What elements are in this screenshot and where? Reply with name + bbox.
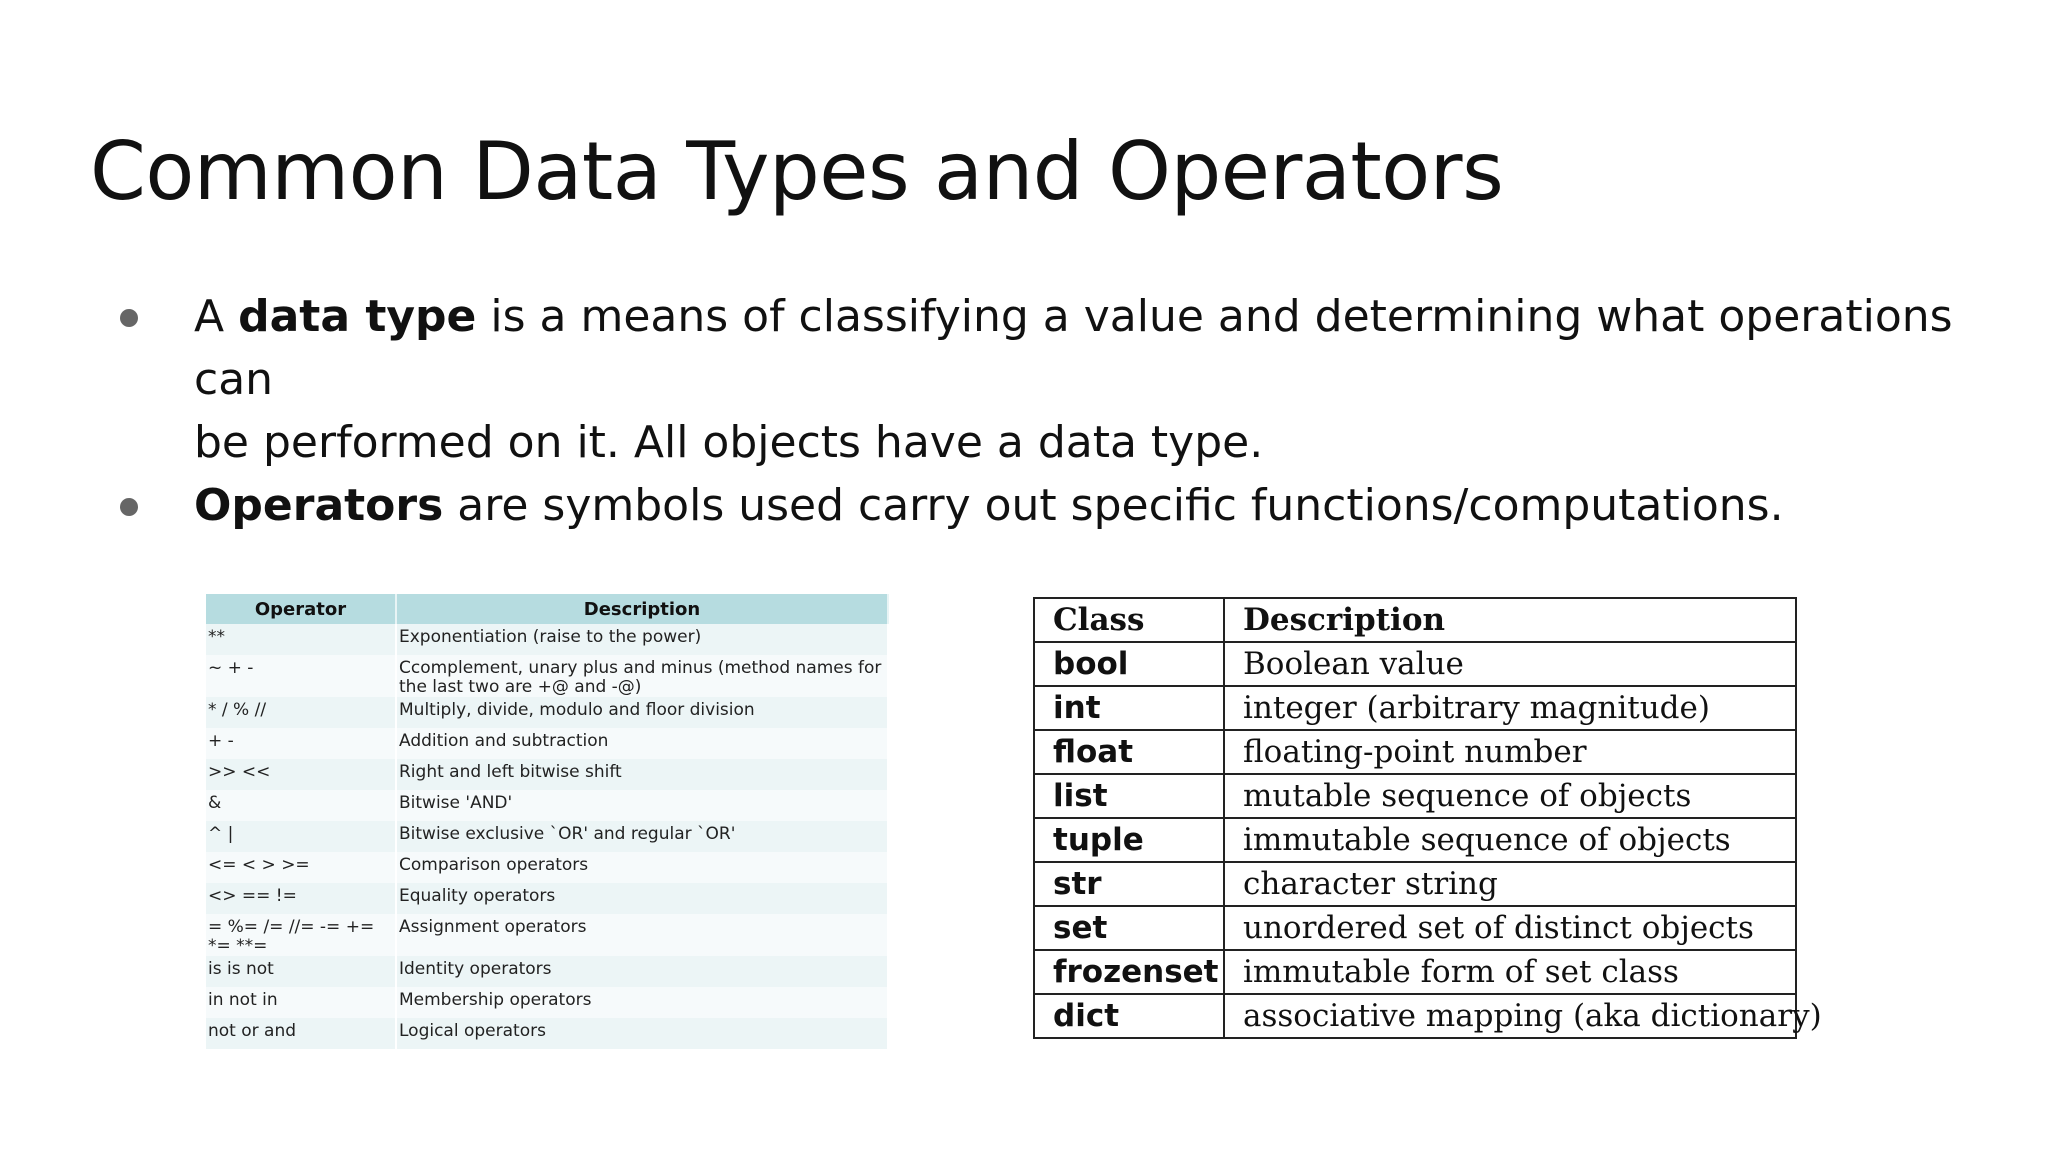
table-header-row bbox=[1034, 598, 1796, 642]
table-row bbox=[1034, 862, 1796, 906]
bullet-prefix: A bbox=[194, 291, 239, 342]
class-description-cell: floating-point number bbox=[1224, 730, 1796, 774]
bullet-text: are symbols used carry out specific functions/computations. bbox=[443, 480, 1784, 531]
bullet-item-operators bbox=[110, 474, 1990, 537]
class-name-cell: float bbox=[1034, 730, 1224, 774]
operator-cell: is is not bbox=[206, 956, 396, 987]
bullet-bold-term: data type bbox=[238, 291, 477, 342]
table-row bbox=[206, 987, 888, 1018]
class-name-cell: frozenset bbox=[1034, 950, 1224, 994]
table-row bbox=[206, 956, 888, 987]
operator-cell: ^ | bbox=[206, 821, 396, 852]
bullet-text: is a means of classifying a value and determining what operations can bbox=[194, 291, 1953, 405]
table-row bbox=[1034, 906, 1796, 950]
operator-cell: <> == != bbox=[206, 883, 396, 914]
description-cell: Ccomplement, unary plus and minus (method names for the last two are +@ and -@) bbox=[396, 655, 888, 697]
bullet-dot-icon bbox=[120, 309, 138, 327]
table-row bbox=[1034, 950, 1796, 994]
description-cell: Logical operators bbox=[396, 1018, 888, 1049]
column-header: Class bbox=[1034, 598, 1224, 642]
table-row bbox=[1034, 730, 1796, 774]
description-cell: Membership operators bbox=[396, 987, 888, 1018]
table-row bbox=[206, 790, 888, 821]
class-description-cell: Boolean value bbox=[1224, 642, 1796, 686]
operator-cell: >> << bbox=[206, 759, 396, 790]
description-cell: Exponentiation (raise to the power) bbox=[396, 624, 888, 655]
bullet-dot-icon bbox=[120, 498, 138, 516]
table-row bbox=[206, 624, 888, 655]
operator-cell: & bbox=[206, 790, 396, 821]
operator-cell: = %= /= //= -= += *= **= bbox=[206, 914, 396, 956]
table-row bbox=[206, 914, 888, 956]
operator-cell: ** bbox=[206, 624, 396, 655]
table-row bbox=[1034, 994, 1796, 1038]
table-row bbox=[206, 759, 888, 790]
description-cell: Equality operators bbox=[396, 883, 888, 914]
class-name-cell: set bbox=[1034, 906, 1224, 950]
operator-cell: ~ + - bbox=[206, 655, 396, 697]
table-row bbox=[206, 655, 888, 697]
table-row bbox=[1034, 774, 1796, 818]
class-description-cell: associative mapping (aka dictionary) bbox=[1224, 994, 1796, 1038]
description-cell: Right and left bitwise shift bbox=[396, 759, 888, 790]
class-name-cell: dict bbox=[1034, 994, 1224, 1038]
table-row bbox=[206, 1018, 888, 1049]
table-row bbox=[206, 728, 888, 759]
table-row bbox=[1034, 642, 1796, 686]
description-cell: Multiply, divide, modulo and floor division bbox=[396, 697, 888, 728]
operator-cell: * / % // bbox=[206, 697, 396, 728]
table-row bbox=[206, 821, 888, 852]
class-name-cell: tuple bbox=[1034, 818, 1224, 862]
class-description-cell: immutable sequence of objects bbox=[1224, 818, 1796, 862]
bullet-text-continued: be performed on it. All objects have a data type. bbox=[194, 417, 1264, 468]
table-row bbox=[1034, 686, 1796, 730]
class-name-cell: int bbox=[1034, 686, 1224, 730]
column-header: Operator bbox=[206, 594, 396, 624]
description-cell: Bitwise exclusive `OR' and regular `OR' bbox=[396, 821, 888, 852]
operator-cell: in not in bbox=[206, 987, 396, 1018]
operator-cell: not or and bbox=[206, 1018, 396, 1049]
class-description-cell: integer (arbitrary magnitude) bbox=[1224, 686, 1796, 730]
description-cell: Addition and subtraction bbox=[396, 728, 888, 759]
class-description-cell: immutable form of set class bbox=[1224, 950, 1796, 994]
bullet-item-data-type bbox=[110, 285, 1990, 474]
bullet-list bbox=[110, 285, 1990, 537]
table-row bbox=[1034, 818, 1796, 862]
table-header-row bbox=[206, 594, 888, 624]
column-header: Description bbox=[396, 594, 888, 624]
description-cell: Identity operators bbox=[396, 956, 888, 987]
description-cell: Bitwise 'AND' bbox=[396, 790, 888, 821]
class-name-cell: str bbox=[1034, 862, 1224, 906]
operator-cell: <= < > >= bbox=[206, 852, 396, 883]
operator-cell: + - bbox=[206, 728, 396, 759]
class-description-cell: character string bbox=[1224, 862, 1796, 906]
class-description-cell: unordered set of distinct objects bbox=[1224, 906, 1796, 950]
class-name-cell: list bbox=[1034, 774, 1224, 818]
description-cell: Comparison operators bbox=[396, 852, 888, 883]
table-row bbox=[206, 697, 888, 728]
class-name-cell: bool bbox=[1034, 642, 1224, 686]
operator-precedence-table bbox=[206, 594, 889, 1049]
column-header: Description bbox=[1224, 598, 1796, 642]
table-row bbox=[206, 883, 888, 914]
table-row bbox=[206, 852, 888, 883]
description-cell: Assignment operators bbox=[396, 914, 888, 956]
class-description-cell: mutable sequence of objects bbox=[1224, 774, 1796, 818]
builtin-class-table bbox=[1033, 597, 1822, 1039]
slide-title: Common Data Types and Operators bbox=[90, 125, 1504, 218]
bullet-bold-term: Operators bbox=[194, 480, 444, 531]
